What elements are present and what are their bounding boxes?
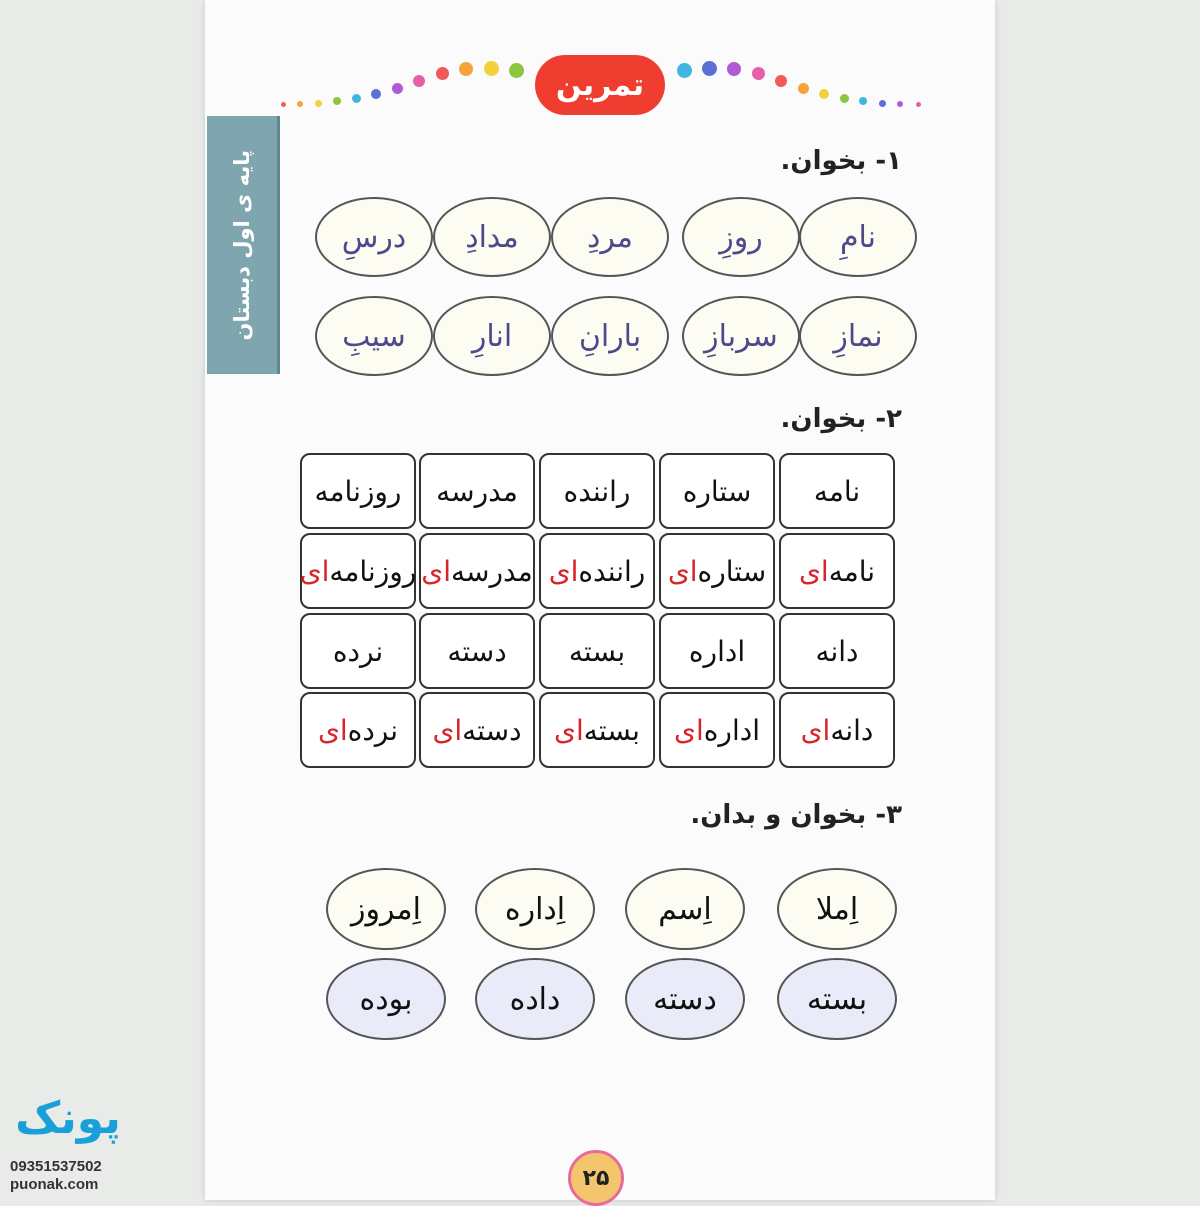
section1-heading: ۱- بخوان. (780, 146, 902, 176)
grid-cell-word: دانه (830, 713, 874, 747)
grid-cell-word: دسته (447, 634, 507, 668)
grid-cell-word: مدرسه (451, 554, 533, 588)
decorative-dot (916, 102, 921, 107)
grid-cell (419, 692, 535, 768)
grid-cell-suffix: ای (554, 713, 584, 747)
grid-cell (779, 453, 895, 529)
grid-cell (539, 692, 655, 768)
grid-cell (779, 613, 895, 689)
word-oval: بوده (326, 958, 446, 1040)
grid-cell-word: نرده (332, 634, 384, 668)
grid-cell-word: دسته (462, 713, 522, 747)
decorative-dot (297, 101, 303, 107)
grid-cell (300, 613, 416, 689)
grid-cell-word: روزنامه (314, 474, 402, 508)
grid-cell (419, 533, 535, 609)
grid-cell (659, 453, 775, 529)
decorative-dot (281, 102, 286, 107)
watermark-site: puonak.com (10, 1176, 99, 1193)
grid-cell (539, 533, 655, 609)
watermark-phone: 09351537502 (10, 1158, 102, 1175)
grid-cell (659, 692, 775, 768)
decorative-dot (436, 67, 449, 80)
section3-heading: ۳- بخوان و بدان. (690, 800, 902, 830)
decorative-dot (392, 83, 403, 94)
word-oval: داده (475, 958, 595, 1040)
grid-cell-word: نامه (813, 474, 861, 508)
word-oval: اِملا (777, 868, 897, 950)
grid-cell-word: اداره (703, 713, 760, 747)
grid-cell (779, 533, 895, 609)
grid-cell-suffix: ای (798, 554, 829, 588)
decorative-dot (752, 67, 765, 80)
decorative-dot (352, 94, 361, 103)
grid-cell-suffix: ای (317, 713, 348, 747)
grid-cell (539, 453, 655, 529)
grid-cell (419, 613, 535, 689)
decorative-dot (798, 83, 809, 94)
word-oval: سربازِ (682, 296, 800, 376)
grade-side-tab-label: پایه ی اول دبستان (230, 149, 254, 341)
word-oval: اِداره (475, 868, 595, 950)
grid-cell-suffix: ای (548, 554, 579, 588)
decorative-dot (879, 100, 886, 107)
word-oval: اِمروز (326, 868, 446, 950)
word-oval: دسته (625, 958, 745, 1040)
word-oval: اِسم (625, 868, 745, 950)
decorative-dot (840, 94, 849, 103)
decorative-dot (371, 89, 381, 99)
decorative-dot (677, 63, 692, 78)
word-oval: نامِ (799, 197, 917, 277)
grid-cell (300, 533, 416, 609)
grid-cell-word: مدرسه (436, 474, 518, 508)
decorative-dot (775, 75, 787, 87)
page-number: ۲۵ (568, 1150, 624, 1206)
grid-cell-suffix: ای (674, 713, 704, 747)
page-title: تمرین (535, 55, 665, 115)
section2-heading: ۲- بخوان. (780, 404, 902, 434)
grid-cell-suffix: ای (667, 554, 698, 588)
decorative-dot (333, 97, 341, 105)
word-oval: مدادِ (433, 197, 551, 277)
grid-cell-suffix: ای (299, 554, 330, 588)
decorative-dot (413, 75, 425, 87)
grade-side-tab (207, 116, 280, 374)
decorative-dot (484, 61, 499, 76)
word-oval: روزِ (682, 197, 800, 277)
grid-cell (300, 692, 416, 768)
grid-cell (539, 613, 655, 689)
word-oval: نمازِ (799, 296, 917, 376)
grid-cell-word: راننده (578, 554, 646, 588)
word-oval: سیبِ (315, 296, 433, 376)
decorative-dot (509, 63, 524, 78)
grid-cell-word: راننده (563, 474, 631, 508)
grid-cell (300, 453, 416, 529)
word-oval: بسته (777, 958, 897, 1040)
grid-cell-word: بسته (568, 634, 626, 668)
grid-cell-word: ستاره (682, 474, 752, 508)
grid-cell-suffix: ای (800, 713, 831, 747)
decorative-dot (315, 100, 322, 107)
decorative-dot (459, 62, 473, 76)
grid-cell (419, 453, 535, 529)
word-oval: درسِ (315, 197, 433, 277)
grid-cell-word: نامه (828, 554, 876, 588)
word-oval: انارِ (433, 296, 551, 376)
grid-cell-word: بسته (583, 713, 640, 747)
grid-cell-suffix: ای (421, 554, 451, 588)
grid-cell-word: اداره (688, 634, 746, 668)
decorative-dot (897, 101, 903, 107)
grid-cell-word: دانه (815, 634, 859, 668)
grid-cell-word: نرده (347, 713, 399, 747)
word-oval: بارانِ (551, 296, 669, 376)
grid-cell-suffix: ای (432, 713, 463, 747)
grid-cell-word: روزنامه (329, 554, 417, 588)
decorative-dot (727, 62, 741, 76)
grid-cell (659, 533, 775, 609)
decorative-dot (859, 97, 867, 105)
grid-cell (659, 613, 775, 689)
grid-cell (779, 692, 895, 768)
grid-cell-word: ستاره (697, 554, 767, 588)
decorative-dot (819, 89, 829, 99)
word-oval: مردِ (551, 197, 669, 277)
decorative-dot (702, 61, 717, 76)
publisher-logo: پونک (15, 1092, 121, 1144)
